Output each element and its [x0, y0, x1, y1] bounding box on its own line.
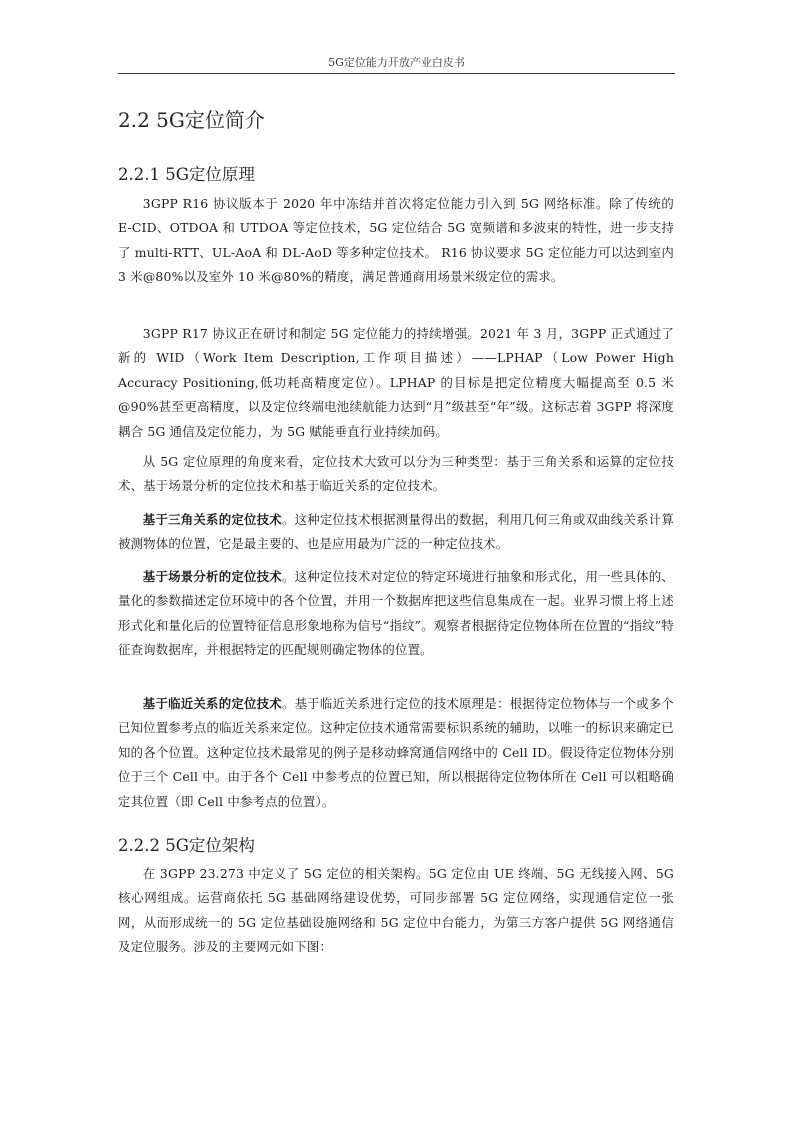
paragraph-r16: 3GPP R16 协议版本于 2020 年中冻结并首次将定位能力引入到 5G 网络标准。除了传统的 E-CID、OTDOA 和 UTDOA 等定位技术，5G 定位结合 5G 宽频谱和多波束的特性，进一步支持了 multi-RTT、UL-AoA 和 DL-AoD 等多种定位技术。 R16 协议要求 5G 定位能力可以达到室内 3 米@80%以及室外 10 米@80%的精度，满足普通商用场景米级定位的需求。: [118, 196, 674, 285]
text-triangulation: 。这种定位技术根据测量得出的数据，利用几何三角或双曲线关系计算被测物体的位置，它是最主要的、也是应用最为广泛的一种定位技术。: [118, 512, 674, 552]
term-proximity: 基于临近关系的定位技术: [142, 696, 282, 711]
subsection-title-architecture: 2.2.2 5G定位架构: [118, 836, 255, 855]
text-scene-analysis: 。这种定位技术对定位的特定环境进行抽象和形式化，用一些具体的、量化的参数描述定位环境中的各个位置，并用一个数据库把这些信息集成在一起。业界习惯上将上述形式化和量化后的位置特征信息形象地称为信号“指纹”。观察者根据待定位物体所在位置的“指纹”特征查询数据库，并根据特定的匹配规则确定物体的位置。: [118, 569, 674, 658]
paragraph-triangulation: [118, 508, 674, 557]
paragraph-overview: 从 5G 定位原理的角度来看，定位技术大致可以分为三种类型：基于三角关系和运算的定位技术、基于场景分析的定位技术和基于临近关系的定位技术。: [118, 454, 674, 494]
header-title: 5G定位能力开放产业白皮书: [328, 56, 465, 69]
subsection-title-principle: 2.2.1 5G定位原理: [118, 165, 255, 184]
paragraph-r17: 3GPP R17 协议正在研讨和制定 5G 定位能力的持续增强。2021 年 3 月，3GPP 正式通过了新的 WID（Work Item Description,工作项目描述）——LPHAP（Low Power High Accuracy Positioning,低功耗高精度定位）。LPHAP 的目标是把定位精度大幅提高至 0.5 米@90%甚至更高精度，以及定位终端电池续航能力达到“月”级甚至“年”级。这标志着 3GPP 将深度耦合 5G 通信及定位能力，为 5G 赋能垂直行业持续加码。: [118, 326, 674, 439]
paragraph-architecture: 在 3GPP 23.273 中定义了 5G 定位的相关架构。5G 定位由 UE 终端、5G 无线接入网、5G 核心网组成。运营商依托 5G 基础网络建设优势，可同步部署 5G 定位网络，实现通信定位一张网，从而形成统一的 5G 定位基础设施网络和 5G 定位中台能力，为第三方客户提供 5G 网络通信及定位服务。涉及的主要网元如下图：: [118, 866, 674, 955]
paragraph-scene-analysis: [118, 565, 674, 663]
section-title: 2.2 5G定位简介: [118, 108, 265, 132]
paragraph-proximity: [118, 692, 674, 814]
term-triangulation: 基于三角关系的定位技术: [142, 512, 282, 527]
text-proximity: 。基于临近关系进行定位的技术原理是：根据待定位物体与一个或多个已知位置参考点的临近关系来定位。这种定位技术通常需要标识系统的辅助，以唯一的标识来确定已知的各个位置。这种定位技术最常见的例子是移动蜂窝通信网络中的 Cell ID。假设待定位物体分别位于三个 Cell 中。由于各个 Cell 中参考点的位置已知，所以根据待定位物体所在 Cell 可以粗略确定其位置（即 Cell 中参考点的位置）。: [118, 696, 674, 809]
header-divider: [118, 73, 675, 74]
term-scene-analysis: 基于场景分析的定位技术: [142, 569, 282, 584]
